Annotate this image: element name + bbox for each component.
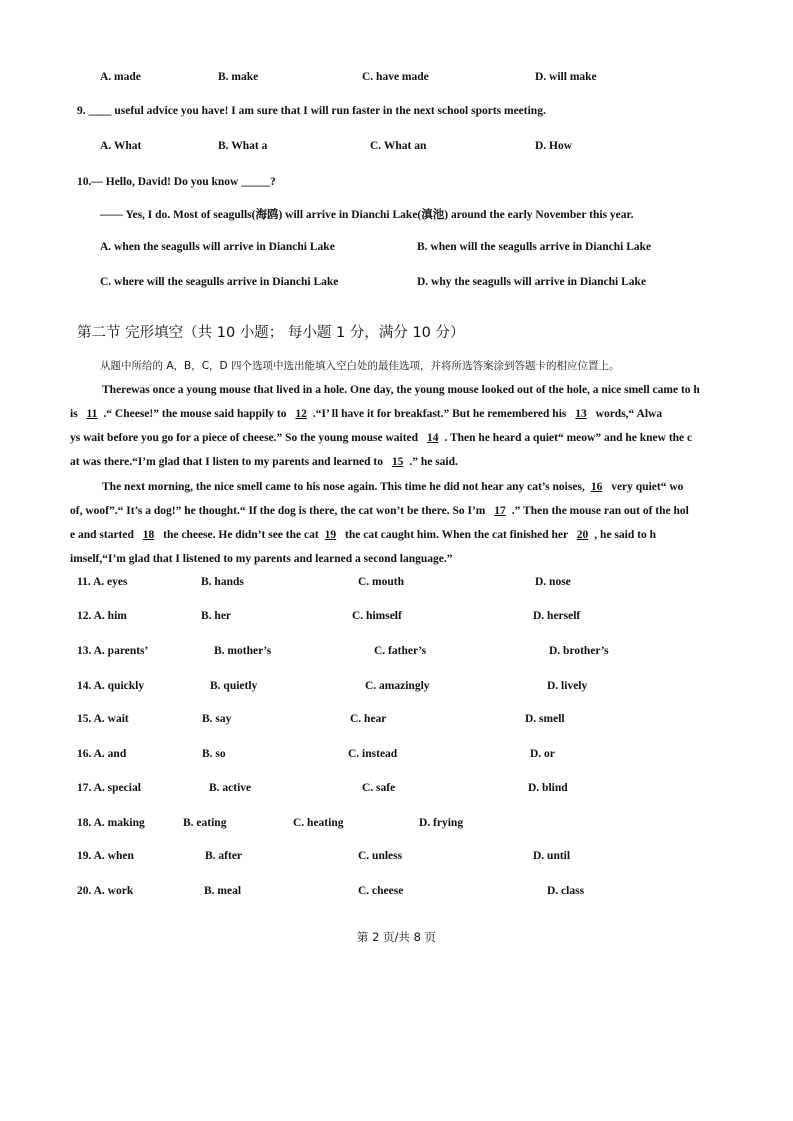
blank-13: 13 bbox=[575, 408, 587, 420]
cloze-option-b: B. quietly bbox=[210, 680, 258, 692]
cloze-option-c: C. cheese bbox=[358, 885, 404, 897]
cloze-option-b: B. say bbox=[202, 713, 232, 725]
cloze-option-c: C. father’s bbox=[374, 645, 427, 657]
q10-option-c: C. where will the seagulls arrive in Dianchi Lake bbox=[100, 276, 339, 288]
cloze-option-a: 19. A. when bbox=[77, 850, 134, 862]
cloze-option-a: 20. A. work bbox=[77, 885, 134, 897]
cloze-option-d: D. herself bbox=[533, 610, 581, 622]
q10-option-b: B. when will the seagulls arrive in Dianchi Lake bbox=[417, 241, 652, 253]
passage-line bbox=[70, 481, 764, 493]
page-footer: 第 2 页/共 8 页 bbox=[356, 930, 437, 944]
cloze-option-c: C. instead bbox=[348, 748, 398, 760]
cloze-option-b: B. meal bbox=[204, 885, 242, 897]
passage-text: , he said to h bbox=[594, 529, 656, 541]
passage-text: .” Then the mouse ran out of the hol bbox=[511, 505, 689, 517]
cloze-option-b: B. mother’s bbox=[214, 645, 272, 657]
cloze-option-d: D. brother’s bbox=[549, 645, 609, 657]
q8-option-a: A. made bbox=[100, 71, 141, 83]
q8-option-c: C. have made bbox=[362, 71, 429, 83]
passage-text: ys wait before you go for a piece of cheese.” So the young mouse waited bbox=[70, 432, 421, 444]
cloze-option-b: B. active bbox=[209, 782, 252, 794]
q9-option-d: D. How bbox=[535, 140, 573, 152]
passage-line bbox=[70, 529, 732, 541]
cloze-option-b: B. eating bbox=[183, 817, 227, 829]
cloze-option-b: B. after bbox=[205, 850, 243, 862]
passage-text: very quiet“ wo bbox=[608, 481, 684, 493]
cloze-option-c: C. safe bbox=[362, 782, 396, 794]
passage-line bbox=[70, 553, 732, 565]
cloze-option-d: D. or bbox=[530, 748, 555, 760]
cloze-option-a: 16. A. and bbox=[77, 748, 127, 760]
passage-line bbox=[70, 456, 732, 468]
cloze-option-d: D. until bbox=[533, 850, 571, 862]
cloze-option-a: 12. A. him bbox=[77, 610, 127, 622]
cloze-option-d: D. blind bbox=[528, 782, 568, 794]
section-heading: 第二节 完形填空（共 10 小题； 每小题 1 分，满分 10 分） bbox=[77, 325, 465, 341]
cloze-option-b: B. her bbox=[201, 610, 232, 622]
cloze-option-a: 17. A. special bbox=[77, 782, 141, 794]
passage-text: Therewas once a young mouse that lived in a hole. One day, the young mouse looked out of the hole, a nice smell came to h bbox=[102, 384, 700, 396]
cloze-option-c: C. mouth bbox=[358, 576, 405, 588]
blank-16: 16 bbox=[590, 481, 603, 493]
passage-text: at was there.“I’m glad that I listen to my parents and learned to bbox=[70, 456, 386, 468]
cloze-option-c: C. unless bbox=[358, 850, 403, 862]
passage-text: the cheese. He didn’t see the cat bbox=[160, 529, 319, 541]
cloze-option-a: 14. A. quickly bbox=[77, 680, 145, 692]
cloze-option-b: B. so bbox=[202, 748, 226, 760]
passage-line bbox=[70, 432, 732, 444]
cloze-option-d: D. smell bbox=[525, 713, 565, 725]
cloze-option-c: C. hear bbox=[350, 713, 387, 725]
passage-text: .“I’ ll have it for breakfast.” But he remembered his bbox=[312, 408, 570, 420]
cloze-option-a: 18. A. making bbox=[77, 817, 145, 829]
blank-11: 11 bbox=[86, 408, 98, 420]
cloze-option-d: D. class bbox=[547, 885, 585, 897]
cloze-option-c: C. heating bbox=[293, 817, 344, 829]
cloze-option-c: C. himself bbox=[352, 610, 402, 622]
blank-12: 12 bbox=[295, 408, 307, 420]
passage-text: words,“ Alwa bbox=[592, 408, 663, 420]
q10-option-a: A. when the seagulls will arrive in Dianchi Lake bbox=[100, 241, 335, 253]
passage-text: . Then he heard a quiet“ meow” and he knew the c bbox=[444, 432, 693, 444]
passage-line bbox=[70, 408, 732, 420]
q9-option-a: A. What bbox=[100, 140, 142, 152]
blank-17: 17 bbox=[494, 505, 506, 517]
passage-line bbox=[70, 384, 764, 396]
blank-18: 18 bbox=[142, 529, 155, 541]
passage-text: of, woof”.“ It’s a dog!” he thought.“ If the dog is there, the cat won’t be there. So I’m bbox=[70, 505, 489, 517]
q9-option-c: C. What an bbox=[370, 140, 427, 152]
q8-option-d: D. will make bbox=[535, 71, 597, 83]
passage-text: .“ Cheese!” the mouse said happily to bbox=[103, 408, 290, 420]
cloze-option-a: 15. A. wait bbox=[77, 713, 129, 725]
passage-text: the cat caught him. When the cat finished her bbox=[342, 529, 571, 541]
blank-19: 19 bbox=[324, 529, 337, 541]
cloze-option-a: 13. A. parents’ bbox=[77, 645, 149, 657]
blank-14: 14 bbox=[426, 432, 439, 444]
cloze-option-c: C. amazingly bbox=[365, 680, 430, 692]
cloze-option-b: B. hands bbox=[201, 576, 244, 588]
blank-15: 15 bbox=[391, 456, 404, 468]
passage-text: is bbox=[70, 408, 81, 420]
q10-stem: 10.— Hello, David! Do you know _____? bbox=[77, 176, 276, 188]
passage-text: The next morning, the nice smell came to his nose again. This time he did not hear any cat’s noises, bbox=[102, 481, 585, 493]
section-instruction: 从题中所给的 A，B，C，D 四个选项中选出能填入空白处的最佳选项，并将所选答案涂到答题卡的相应位置上。 bbox=[100, 360, 620, 372]
cloze-option-d: D. nose bbox=[535, 576, 571, 588]
passage-text: e and started bbox=[70, 529, 137, 541]
passage-text: .” he said. bbox=[409, 456, 458, 468]
blank-20: 20 bbox=[576, 529, 589, 541]
q8-option-b: B. make bbox=[218, 71, 259, 83]
q10-reply: —— Yes, I do. Most of seagulls(海鸥) will arrive in Dianchi Lake(滇池) around the early November this year. bbox=[100, 209, 634, 221]
passage-line bbox=[70, 505, 732, 517]
cloze-option-a: 11. A. eyes bbox=[77, 576, 128, 588]
q9-option-b: B. What a bbox=[218, 140, 268, 152]
q9-stem: 9. ____ useful advice you have! I am sure that I will run faster in the next school sports meeting. bbox=[77, 105, 546, 117]
cloze-option-d: D. frying bbox=[419, 817, 464, 829]
cloze-option-d: D. lively bbox=[547, 680, 588, 692]
passage-text: imself,“I’m glad that I listened to my parents and learned a second language.” bbox=[70, 553, 453, 565]
q10-option-d: D. why the seagulls will arrive in Dianchi Lake bbox=[417, 276, 647, 288]
